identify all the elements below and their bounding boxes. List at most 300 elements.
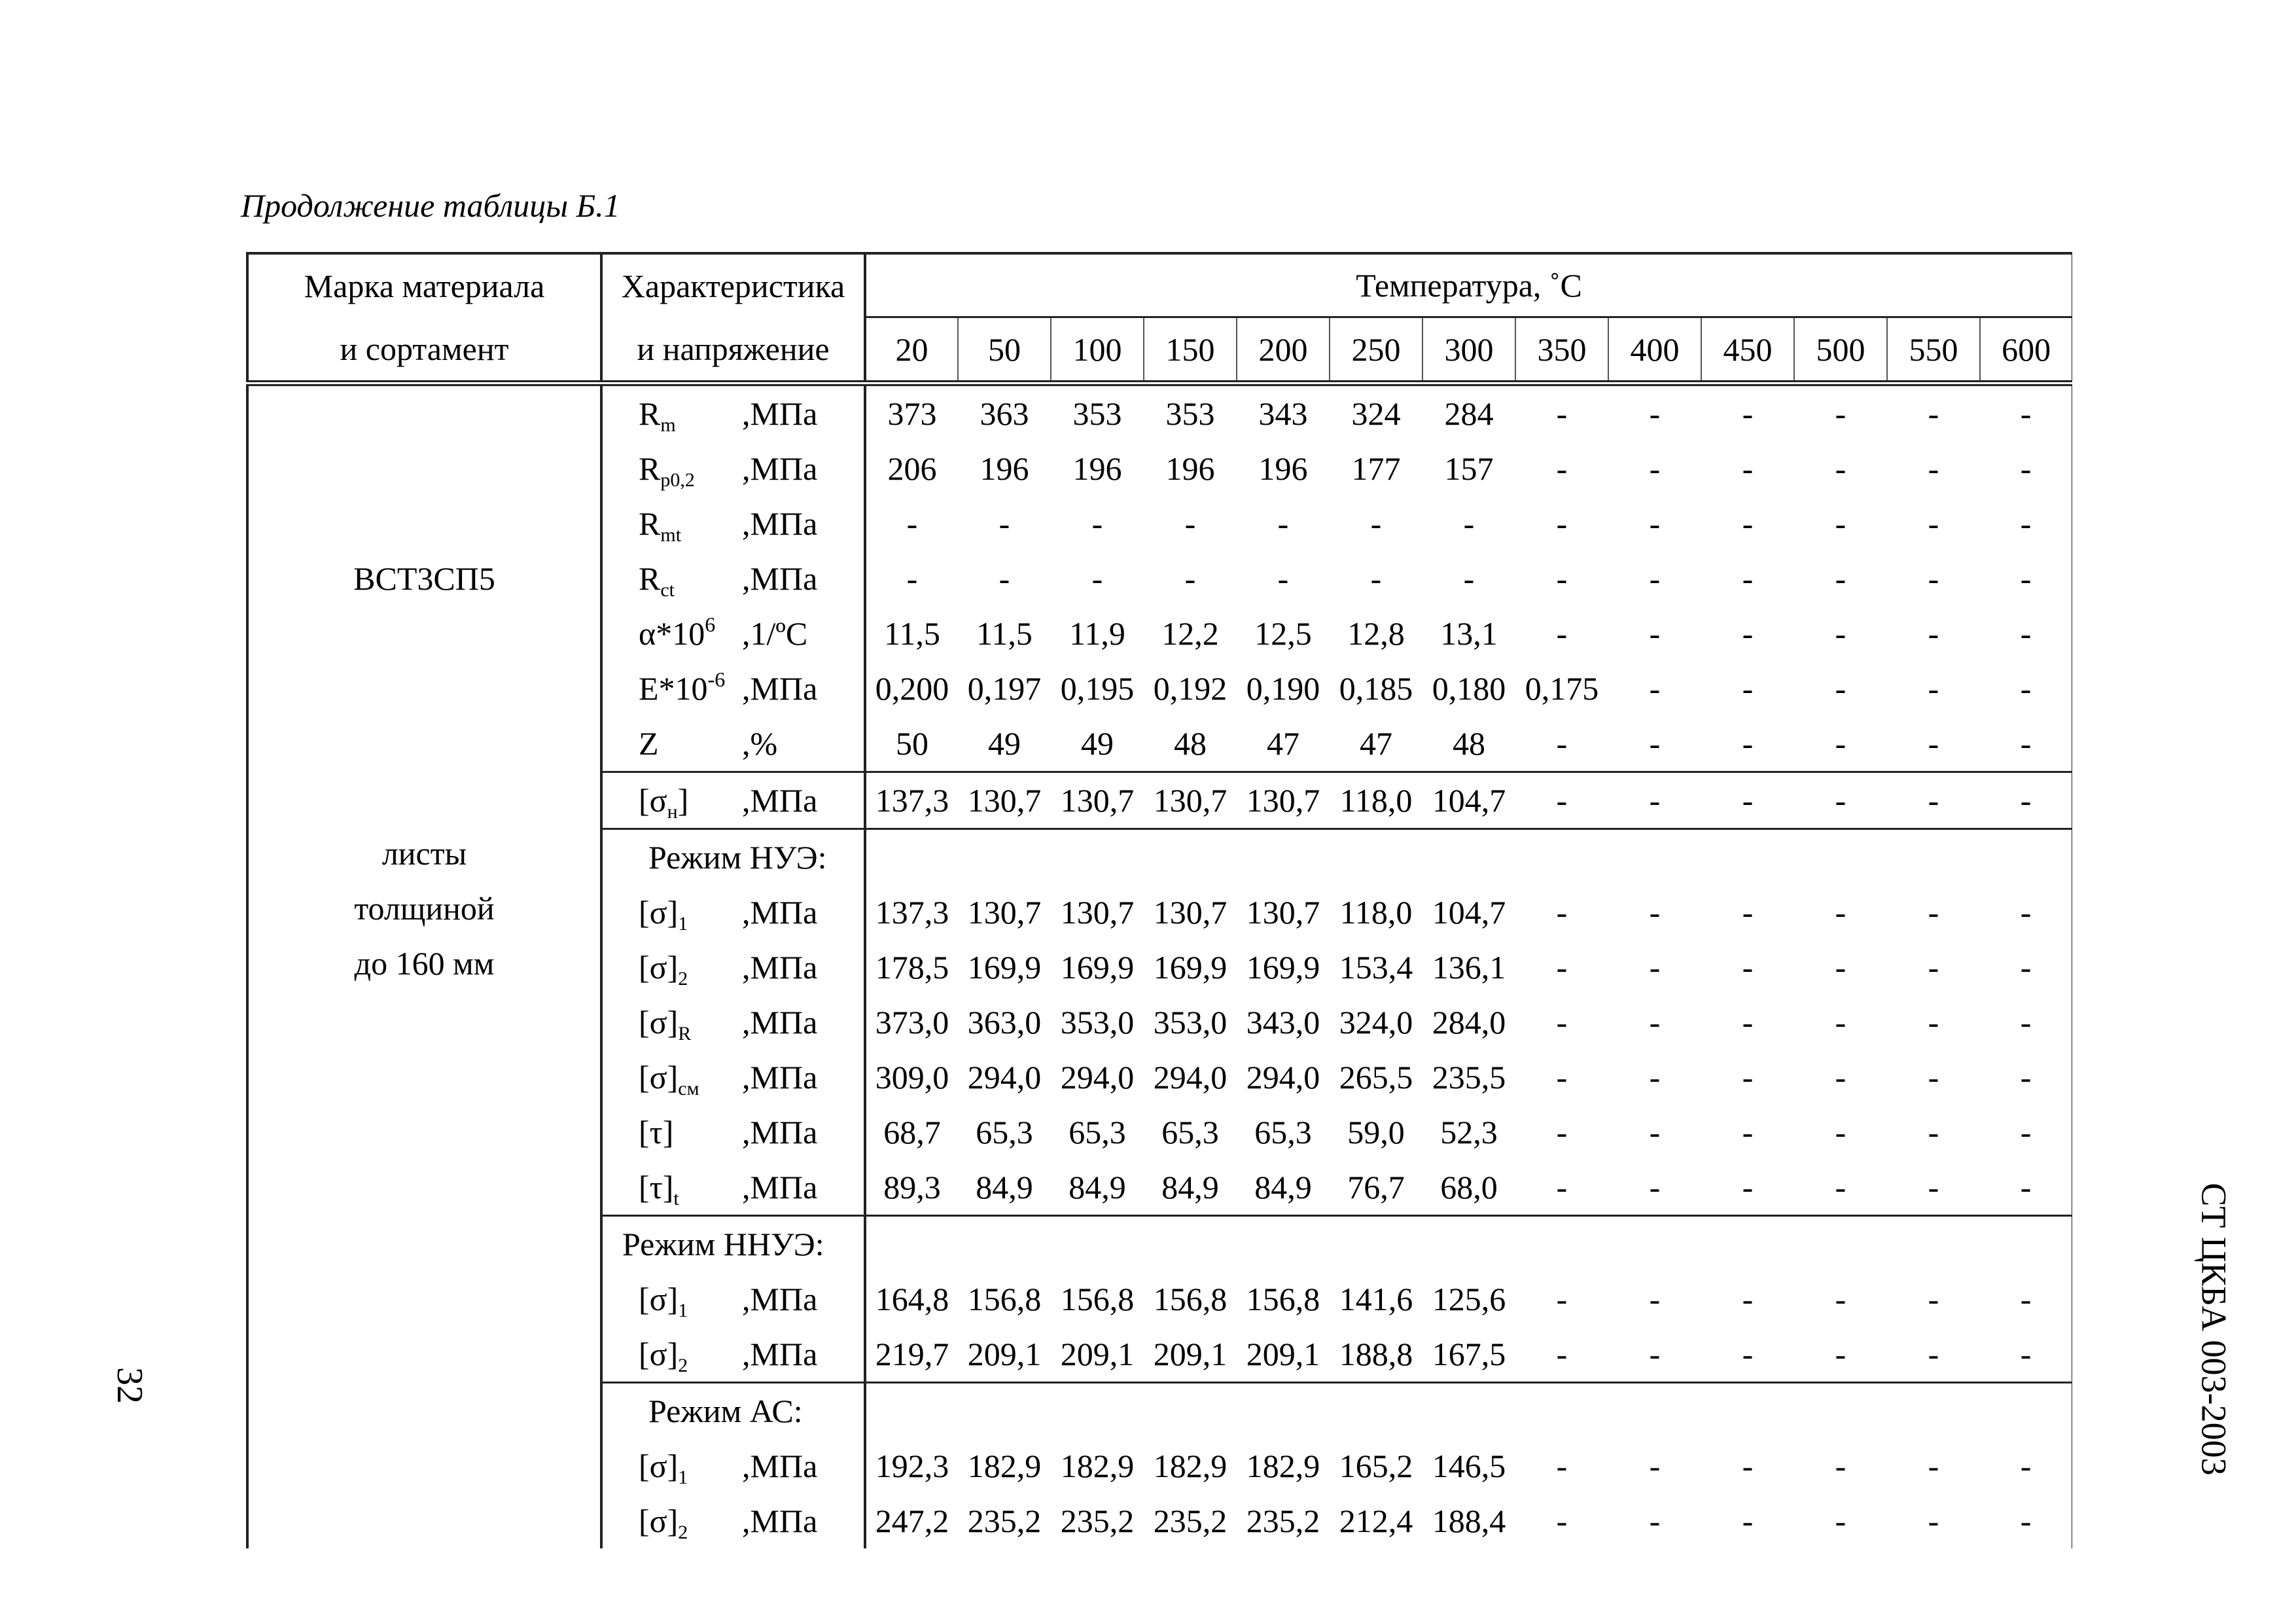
value-cell: - <box>1184 560 1196 597</box>
value-cell: - <box>1556 1336 1568 1372</box>
value-cell: 11,9 <box>1069 615 1125 652</box>
value-cell: 235,2 <box>1246 1503 1320 1539</box>
value-cell: - <box>1649 615 1661 652</box>
value-cell: - <box>1835 450 1846 487</box>
value-cell: - <box>1835 1448 1846 1484</box>
characteristic-unit: ,МПа <box>742 949 818 986</box>
symbol-base: R <box>639 395 661 432</box>
value-cell: - <box>1980 661 2072 716</box>
mode-empty-cell <box>865 1383 2072 1439</box>
value-cell: 0,185 <box>1339 670 1413 707</box>
symbol-base: [σ <box>639 782 667 819</box>
value-cell: 65,3 <box>1161 1114 1219 1150</box>
value-cell: - <box>1649 450 1661 487</box>
symbol-base: Z <box>639 725 659 762</box>
value-cell: - <box>1649 1336 1661 1372</box>
value-cell: - <box>998 505 1010 542</box>
characteristic-symbol <box>603 948 742 990</box>
value-cell: 84,9 <box>1254 1169 1312 1205</box>
value-cell: 49 <box>1081 725 1114 762</box>
value-cell: - <box>1649 1503 1661 1539</box>
symbol-subscript: m <box>660 414 676 436</box>
value-cell: 141,6 <box>1339 1281 1413 1317</box>
value-cell: - <box>1835 670 1846 707</box>
characteristic-unit: ,МПа <box>742 450 818 487</box>
value-cell: - <box>1556 1059 1568 1096</box>
material-sort-line3: до 160 мм <box>354 945 495 982</box>
temperature-header-cell: 400 <box>1608 317 1701 383</box>
mode-label: Режим ННУЭ: <box>601 1216 865 1272</box>
symbol-base: [σ] <box>639 1004 679 1041</box>
value-cell: - <box>1742 615 1754 652</box>
value-cell: 125,6 <box>1432 1281 1506 1317</box>
value-cell: 65,3 <box>976 1114 1033 1150</box>
characteristic-label <box>601 1160 865 1216</box>
value-cell: 89,3 <box>883 1169 941 1205</box>
value-cell: 196 <box>1165 450 1215 487</box>
value-cell: 167,5 <box>1432 1336 1506 1372</box>
value-cell: - <box>1649 1059 1661 1096</box>
value-cell: - <box>1835 1059 1846 1096</box>
symbol-subscript: t <box>673 1188 679 1209</box>
characteristic-label <box>601 995 865 1050</box>
value-cell: - <box>1928 1448 1939 1484</box>
value-cell: - <box>1928 560 1939 597</box>
characteristic-unit: ,МПа <box>742 1503 818 1539</box>
value-cell: - <box>1742 1169 1754 1205</box>
value-cell: - <box>1556 395 1568 432</box>
header-material-line1: Марка материала <box>304 268 545 304</box>
symbol-subscript: 2 <box>678 1522 688 1543</box>
value-cell: - <box>1928 1503 1939 1539</box>
characteristic-symbol <box>603 1003 742 1044</box>
value-cell: 294,0 <box>1246 1059 1320 1096</box>
value-cell: - <box>1463 505 1475 542</box>
value-cell: - <box>1980 885 2072 940</box>
value-cell: 0,190 <box>1246 670 1320 707</box>
value-cell: 11,5 <box>884 615 940 652</box>
value-cell: - <box>1928 615 1939 652</box>
value-cell: 206 <box>887 450 937 487</box>
value-cell: - <box>1928 1114 1939 1150</box>
value-cell: - <box>1649 505 1661 542</box>
value-cell: - <box>1980 551 2072 606</box>
value-cell: - <box>1556 1448 1568 1484</box>
value-cell: 50 <box>896 725 928 762</box>
symbol-subscript: 2 <box>678 1355 688 1376</box>
characteristic-label <box>601 496 865 551</box>
value-cell: - <box>1928 1336 1939 1372</box>
value-cell: 157 <box>1444 450 1494 487</box>
value-cell: 196 <box>1258 450 1308 487</box>
value-cell: 59,0 <box>1347 1114 1405 1150</box>
value-cell: - <box>1370 505 1382 542</box>
characteristic-unit: ,МПа <box>742 670 818 707</box>
value-cell: - <box>1980 383 2072 442</box>
value-cell: 84,9 <box>976 1169 1033 1205</box>
characteristic-unit: ,МПа <box>742 1114 818 1150</box>
value-cell: - <box>1556 505 1568 542</box>
characteristic-unit: ,МПа <box>742 782 818 819</box>
value-cell: - <box>1928 1004 1939 1041</box>
value-cell: 324,0 <box>1339 1004 1413 1041</box>
temperature-header-cell: 250 <box>1330 317 1422 383</box>
characteristic-unit: ,% <box>742 725 778 762</box>
symbol-subscript: 2 <box>678 968 688 990</box>
value-cell: 130,7 <box>1246 894 1320 931</box>
value-cell: - <box>1649 560 1661 597</box>
characteristic-label <box>601 1438 865 1493</box>
symbol-base: [τ] <box>639 1169 674 1205</box>
value-cell: - <box>1556 894 1568 931</box>
mode-empty-cell <box>865 1216 2072 1272</box>
value-cell: 76,7 <box>1347 1169 1405 1205</box>
value-cell: 209,1 <box>1153 1336 1227 1372</box>
temperature-header-cell: 350 <box>1515 317 1608 383</box>
value-cell: - <box>1742 1336 1754 1372</box>
mode-label: Режим НУЭ: <box>601 829 865 885</box>
value-cell: - <box>1835 949 1846 986</box>
value-cell: - <box>1742 1004 1754 1041</box>
value-cell: 104,7 <box>1422 772 1515 829</box>
symbol-subscript: см <box>678 1078 699 1099</box>
value-cell: - <box>1887 772 1980 829</box>
value-cell: 0,200 <box>875 670 949 707</box>
symbol-base: R <box>639 505 661 542</box>
value-cell: 104,7 <box>1432 894 1506 931</box>
characteristic-symbol <box>603 395 742 436</box>
value-cell: - <box>1463 560 1475 597</box>
material-sort-line1: листы <box>381 835 467 872</box>
value-cell: 309,0 <box>875 1059 949 1096</box>
value-cell: 265,5 <box>1339 1059 1413 1096</box>
value-cell: 118,0 <box>1330 772 1422 829</box>
value-cell: - <box>1980 940 2072 995</box>
value-cell: 153,4 <box>1339 949 1413 986</box>
value-cell: 177 <box>1351 450 1401 487</box>
characteristic-label <box>601 383 865 442</box>
value-cell: 182,9 <box>1153 1448 1227 1484</box>
value-cell: - <box>1835 1004 1846 1041</box>
value-cell: - <box>998 560 1010 597</box>
value-cell: - <box>1835 615 1846 652</box>
value-cell: 165,2 <box>1339 1448 1413 1484</box>
value-cell: - <box>1980 1050 2072 1105</box>
value-cell: - <box>1556 949 1568 986</box>
value-cell: 353 <box>1165 395 1215 432</box>
value-cell: - <box>1835 1503 1846 1539</box>
value-cell: - <box>1835 560 1846 597</box>
symbol-bracket: ] <box>677 782 689 819</box>
document-id: СТ ЦКБА 003-2003 <box>2194 1183 2234 1476</box>
value-cell: 209,1 <box>967 1336 1042 1372</box>
value-cell: - <box>906 560 918 597</box>
value-cell: 65,3 <box>1254 1114 1312 1150</box>
value-cell: - <box>1608 772 1701 829</box>
value-cell: - <box>1556 1114 1568 1150</box>
value-cell: 212,4 <box>1339 1503 1413 1539</box>
material-cell <box>247 383 601 1549</box>
characteristic-label <box>601 1105 865 1160</box>
value-cell: - <box>1980 1160 2072 1216</box>
value-cell: - <box>1742 894 1754 931</box>
temperature-header-cell: 500 <box>1794 317 1887 383</box>
characteristic-unit: ,МПа <box>742 1336 818 1372</box>
symbol-base: R <box>639 560 661 597</box>
value-cell: 373,0 <box>875 1004 949 1041</box>
value-cell: 188,8 <box>1339 1336 1413 1372</box>
value-cell: 48 <box>1174 725 1207 762</box>
value-cell: 363,0 <box>967 1004 1042 1041</box>
value-cell: 12,8 <box>1347 615 1405 652</box>
value-cell: 235,2 <box>1060 1503 1135 1539</box>
characteristic-symbol <box>603 893 742 935</box>
symbol-subscript: 1 <box>678 1300 688 1321</box>
value-cell: - <box>1742 949 1754 986</box>
value-cell: 136,1 <box>1432 949 1506 986</box>
value-cell: - <box>906 505 918 542</box>
value-cell: - <box>1556 615 1568 652</box>
value-cell: - <box>1649 1281 1661 1317</box>
characteristic-symbol <box>603 1280 742 1321</box>
value-cell: - <box>1649 1004 1661 1041</box>
value-cell: - <box>1556 1169 1568 1205</box>
value-cell: 294,0 <box>1060 1059 1135 1096</box>
characteristic-label <box>601 772 865 829</box>
value-cell: - <box>1928 1169 1939 1205</box>
value-cell: - <box>1277 560 1289 597</box>
value-cell: - <box>1742 1448 1754 1484</box>
value-cell: - <box>1835 1169 1846 1205</box>
value-cell: - <box>1928 395 1939 432</box>
value-cell: - <box>1980 772 2072 829</box>
value-cell: 324 <box>1351 395 1401 432</box>
characteristic-label <box>601 661 865 716</box>
properties-table-container <box>246 252 2072 1561</box>
value-cell: 49 <box>988 725 1021 762</box>
properties-table <box>246 252 2072 1548</box>
value-cell: 156,8 <box>1153 1281 1227 1317</box>
temperature-header-cell: 550 <box>1887 317 1980 383</box>
value-cell: 130,7 <box>967 894 1042 931</box>
symbol-base: [τ] <box>639 1114 674 1150</box>
symbol-subscript: 1 <box>678 913 688 935</box>
value-cell: - <box>1980 1438 2072 1493</box>
header-characteristic-line2: и напряжение <box>601 317 865 383</box>
value-cell: - <box>1835 505 1846 542</box>
characteristic-label <box>601 1050 865 1105</box>
value-cell: 12,5 <box>1254 615 1312 652</box>
value-cell: 84,9 <box>1069 1169 1126 1205</box>
value-cell: - <box>1835 894 1846 931</box>
symbol-subscript: R <box>678 1023 692 1044</box>
value-cell: 156,8 <box>1246 1281 1320 1317</box>
value-cell: - <box>1556 1004 1568 1041</box>
symbol-subscript: н <box>667 801 678 823</box>
header-characteristic-line1: Характеристика <box>601 253 865 317</box>
value-cell: - <box>1556 1503 1568 1539</box>
characteristic-symbol <box>603 669 742 707</box>
value-cell: - <box>1928 894 1939 931</box>
value-cell: - <box>1928 725 1939 762</box>
value-cell: 68,7 <box>883 1114 941 1150</box>
value-cell: 182,9 <box>1060 1448 1135 1484</box>
value-cell: - <box>1649 949 1661 986</box>
value-cell: 0,192 <box>1153 670 1227 707</box>
value-cell: 13,1 <box>1440 615 1498 652</box>
mode-label: Режим АС: <box>601 1383 865 1439</box>
symbol-base: [σ] <box>639 949 679 986</box>
value-cell: 47 <box>1267 725 1299 762</box>
value-cell: 0,195 <box>1060 670 1135 707</box>
value-cell: - <box>1928 1281 1939 1317</box>
value-cell: - <box>1980 1272 2072 1327</box>
value-cell: 196 <box>980 450 1029 487</box>
value-cell: 130,7 <box>1144 772 1237 829</box>
temperature-header-cell: 450 <box>1701 317 1794 383</box>
material-sort-line2: толщиной <box>354 890 495 927</box>
characteristic-unit: ,1/ºС <box>742 615 808 652</box>
characteristic-unit: ,МПа <box>742 1448 818 1484</box>
value-cell: 137,3 <box>865 772 958 829</box>
characteristic-unit: ,МПа <box>742 1059 818 1096</box>
symbol-subscript: p0,2 <box>660 469 695 491</box>
table-caption: Продолжение таблицы Б.1 <box>241 187 620 224</box>
value-cell: - <box>1835 1336 1846 1372</box>
characteristic-unit: ,МПа <box>742 505 818 542</box>
symbol-subscript: ct <box>660 579 675 601</box>
value-cell: 146,5 <box>1432 1448 1506 1484</box>
value-cell: 363 <box>980 395 1029 432</box>
characteristic-unit: ,МПа <box>742 1169 818 1205</box>
value-cell: 130,7 <box>1153 894 1227 931</box>
value-cell: - <box>1091 505 1103 542</box>
characteristic-unit: ,МПа <box>742 1004 818 1041</box>
value-cell: 164,8 <box>875 1281 949 1317</box>
symbol-superscript: -6 <box>707 668 726 691</box>
value-cell: - <box>1649 1448 1661 1484</box>
characteristic-symbol <box>603 1335 742 1376</box>
value-cell: 169,9 <box>1246 949 1320 986</box>
value-cell: 11,5 <box>976 615 1033 652</box>
symbol-base: E*10 <box>639 670 708 707</box>
characteristic-unit: ,МПа <box>742 560 818 597</box>
symbol-base: [σ] <box>639 1336 679 1372</box>
value-cell: - <box>1928 450 1939 487</box>
value-cell: - <box>1835 395 1846 432</box>
temperature-header-cell: 100 <box>1051 317 1144 383</box>
characteristic-label <box>601 716 865 772</box>
value-cell: 235,2 <box>967 1503 1042 1539</box>
characteristic-symbol <box>603 1168 742 1209</box>
value-cell: 182,9 <box>1246 1448 1320 1484</box>
characteristic-symbol <box>603 1113 742 1151</box>
value-cell: 47 <box>1360 725 1392 762</box>
value-cell: - <box>1980 1105 2072 1160</box>
material-grade: ВСТ3СП5 <box>353 560 495 597</box>
value-cell: 353 <box>1072 395 1122 432</box>
value-cell: 137,3 <box>875 894 949 931</box>
symbol-base: [σ] <box>639 1503 679 1539</box>
temperature-header-cell: 200 <box>1237 317 1330 383</box>
value-cell: - <box>1556 1281 1568 1317</box>
value-cell: 0,197 <box>967 670 1042 707</box>
mode-empty-cell <box>865 829 2072 885</box>
value-cell: - <box>1742 1503 1754 1539</box>
characteristic-symbol <box>603 505 742 546</box>
characteristic-symbol <box>603 1058 742 1099</box>
value-cell: 130,7 <box>1060 894 1135 931</box>
value-cell: 373 <box>887 395 937 432</box>
characteristic-symbol <box>603 724 742 762</box>
value-cell: 196 <box>1072 450 1122 487</box>
value-cell: 0,180 <box>1432 670 1506 707</box>
value-cell: 65,3 <box>1069 1114 1126 1150</box>
value-cell: 209,1 <box>1060 1336 1135 1372</box>
value-cell: 284,0 <box>1432 1004 1506 1041</box>
value-cell: 178,5 <box>875 949 949 986</box>
property-row <box>247 383 2072 442</box>
value-cell: - <box>1649 1169 1661 1205</box>
value-cell: 192,3 <box>875 1448 949 1484</box>
value-cell: - <box>1928 949 1939 986</box>
value-cell: 235,2 <box>1153 1503 1227 1539</box>
value-cell: 156,8 <box>967 1281 1042 1317</box>
symbol-base: [σ] <box>639 1059 679 1096</box>
temperature-header-cell: 50 <box>958 317 1051 383</box>
value-cell: - <box>1742 725 1754 762</box>
value-cell: - <box>1928 505 1939 542</box>
value-cell: 169,9 <box>1153 949 1227 986</box>
value-cell: 169,9 <box>1060 949 1135 986</box>
value-cell: - <box>1556 725 1568 762</box>
symbol-base: α*10 <box>639 615 705 652</box>
value-cell: 353,0 <box>1060 1004 1135 1041</box>
value-cell: 284 <box>1444 395 1494 432</box>
value-cell: - <box>1980 441 2072 496</box>
characteristic-symbol <box>603 1502 742 1543</box>
value-cell: - <box>1742 505 1754 542</box>
value-cell: 247,2 <box>875 1503 949 1539</box>
value-cell: - <box>1091 560 1103 597</box>
value-cell: - <box>1980 1327 2072 1383</box>
value-cell: - <box>1742 1281 1754 1317</box>
value-cell: - <box>1928 670 1939 707</box>
value-cell: - <box>1835 1114 1846 1150</box>
characteristic-symbol <box>603 615 742 652</box>
value-cell: 209,1 <box>1246 1336 1320 1372</box>
value-cell: - <box>1742 560 1754 597</box>
characteristic-symbol <box>603 1447 742 1488</box>
header-row-1 <box>247 253 2072 317</box>
value-cell: - <box>1649 725 1661 762</box>
symbol-subscript: mt <box>660 524 682 546</box>
characteristic-label <box>601 1327 865 1383</box>
value-cell: - <box>1742 1114 1754 1150</box>
value-cell: 343 <box>1258 395 1308 432</box>
value-cell: 294,0 <box>967 1059 1042 1096</box>
value-cell: 0,175 <box>1525 670 1599 707</box>
symbol-subscript: 1 <box>678 1467 688 1488</box>
value-cell: 235,5 <box>1432 1059 1506 1096</box>
page-number: 32 <box>109 1367 150 1404</box>
symbol-base: [σ] <box>639 894 679 931</box>
header-temperature-title: Температура, ˚С <box>865 253 2072 317</box>
value-cell: 353,0 <box>1153 1004 1227 1041</box>
value-cell: - <box>1980 716 2072 772</box>
characteristic-label <box>601 606 865 661</box>
value-cell: 12,2 <box>1161 615 1219 652</box>
